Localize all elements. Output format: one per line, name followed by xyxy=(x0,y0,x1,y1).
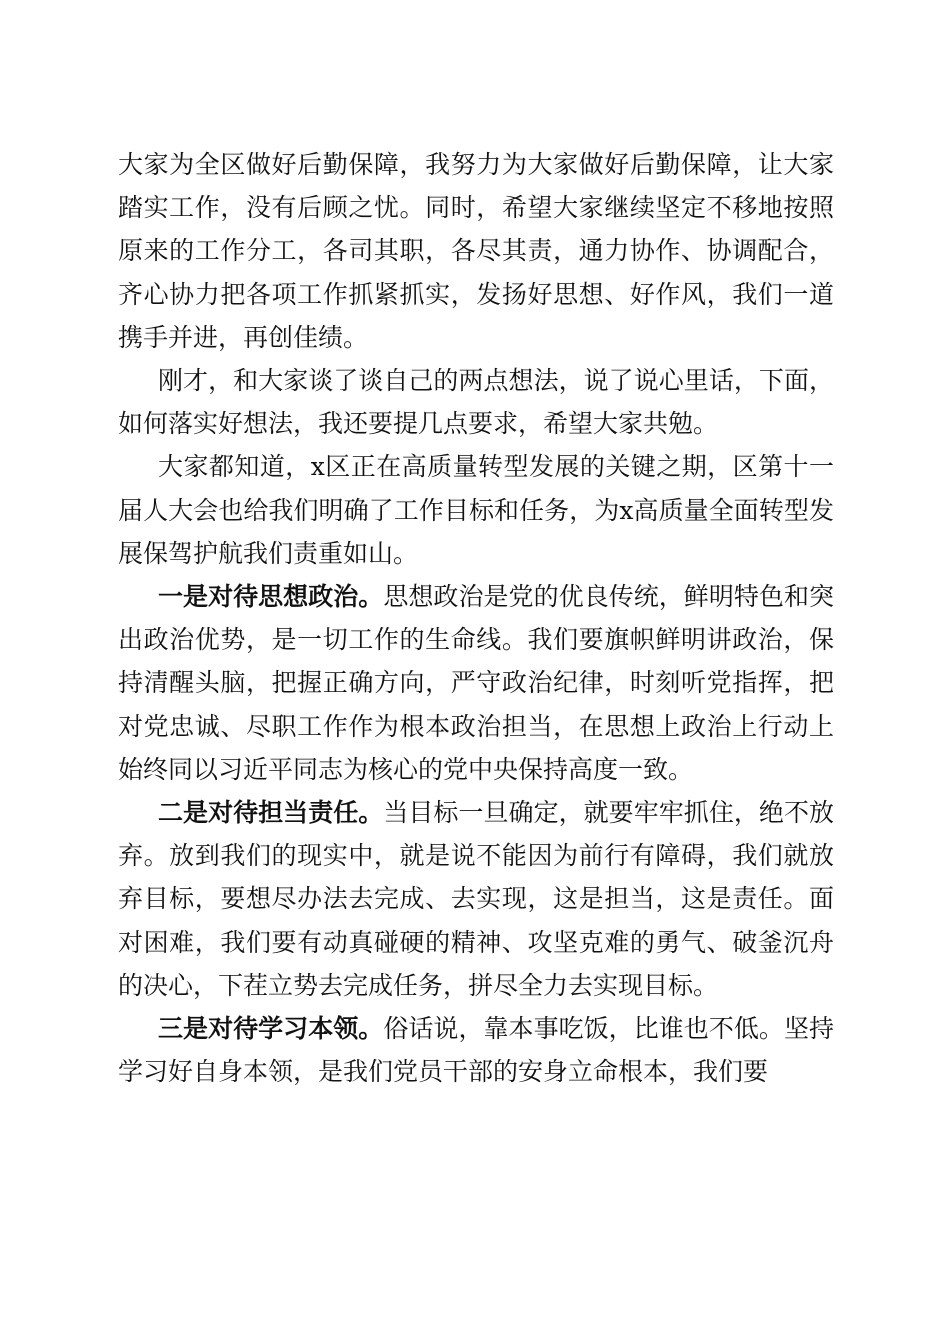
paragraph-text: 当目标一旦确定，就要牢牢抓住，绝不放弃。放到我们的现实中，就是说不能因为前行有障碍，我们就放弃目标，要想尽办法去完成、去实现，这是担当，这是责任。面对困难，我们要有动真碰硬的精神、攻坚克难的勇气、破釜沉舟的决心，下茬立势去完成任务，拼尽全力去实现目标。 xyxy=(118,798,834,1000)
paragraph xyxy=(118,445,834,575)
paragraph-lead-heading: 三是对待学习本领。 xyxy=(158,1014,384,1044)
paragraph-text: 俗话说，靠本事吃饭，比谁也不低。坚持学习好自身本领，是我们党员干部的安身立命根本，我们要 xyxy=(118,1014,834,1087)
paragraph-text: 大家都知道，x区正在高质量转型发展的关键之期，区第十一届人大会也给我们明确了工作目标和任务，为x高质量全面转型发展保驾护航我们责重如山。 xyxy=(118,452,834,568)
paragraph-requirement-1 xyxy=(118,575,834,791)
document-body xyxy=(118,143,834,1093)
paragraph xyxy=(118,359,834,445)
paragraph-requirement-3 xyxy=(118,1007,834,1093)
paragraph-continued xyxy=(118,143,834,359)
paragraph-requirement-2 xyxy=(118,791,834,1007)
paragraph-text: 大家为全区做好后勤保障，我努力为大家做好后勤保障，让大家踏实工作，没有后顾之忧。同时，希望大家继续坚定不移地按照原来的工作分工，各司其职，各尽其责，通力协作、协调配合，齐心协力把各项工作抓紧抓实，发扬好思想、好作风，我们一道携手并进，再创佳绩。 xyxy=(118,150,834,352)
paragraph-text: 刚才，和大家谈了谈自己的两点想法，说了说心里话，下面，如何落实好想法，我还要提几点要求，希望大家共勉。 xyxy=(118,366,834,439)
paragraph-lead-heading: 二是对待担当责任。 xyxy=(158,798,384,828)
paragraph-text: 思想政治是党的优良传统，鲜明特色和突出政治优势，是一切工作的生命线。我们要旗帜鲜明讲政治，保持清醒头脑，把握正确方向，严守政治纪律，时刻听党指挥，把对党忠诚、尽职工作作为根本政治担当，在思想上政治上行动上始终同以习近平同志为核心的党中央保持高度一致。 xyxy=(118,582,834,784)
paragraph-lead-heading: 一是对待思想政治。 xyxy=(158,582,384,612)
